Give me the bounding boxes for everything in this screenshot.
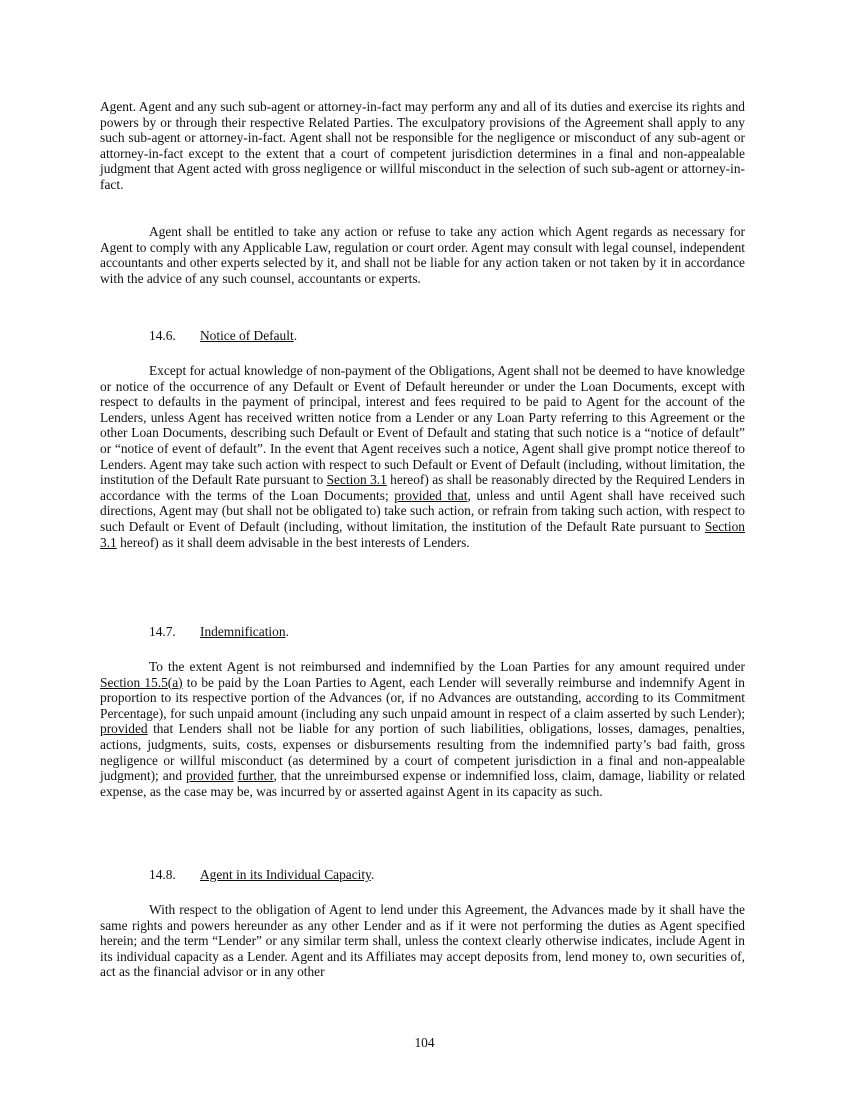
page-number: 104 <box>414 1035 435 1050</box>
paragraph-applicable-law: Agent shall be entitled to take any action or refuse to take any action which Agent regards as necessary for Agent to comply with any Applicable Law, regulation or court order. Agent may consult with legal counsel, independent accountants and other experts selected by it, and shall not be liable for any action taken or not taken by it in accordance with the advice of any such counsel, accountants or experts. <box>100 224 745 286</box>
text-run: that Lenders shall not be liable for any portion of such liabilities, obligations, losses, damages, penalties, actions, judgments, suits, costs, expenses or disbursements resulting from the indemnified party’s bad faith, gross negligence or willful misconduct (as determined by a court of competent jurisdiction in a final and non-appealable judgment); and <box>100 721 745 784</box>
section-title-period: . <box>285 624 289 639</box>
section-title: Agent in its Individual Capacity <box>200 867 371 882</box>
section-number: 14.7. <box>149 624 176 639</box>
section-heading-14-8 <box>149 867 374 883</box>
text-run: to be paid by the Loan Parties to Agent, each Lender will severally reimburse and indemnify Agent in proportion to its respective portion of the Advances (or, if no Advances are outstanding, according to its Commitment Percentage), for such unpaid amount (including any such unpaid amount in respect of a claim asserted by such Lender); <box>100 674 745 721</box>
section-number: 14.8. <box>149 867 176 882</box>
paragraph-notice-of-default <box>100 363 745 550</box>
text-run: , unless and until Agent shall have received such directions, Agent may (but shall not be obligated to) take such action, or refrain from taking such action, with respect to such Default or Event of Default (including, without limitation, the institution of the Default Rate pursuant to <box>100 487 746 534</box>
paragraph-sub-agent: Agent. Agent and any such sub-agent or attorney-in-fact may perform any and all of its duties and exercise its rights and powers by or through their respective Related Parties. The exculpatory provisions of the Agreement shall apply to any such sub-agent or attorney-in-fact. Agent shall not be responsible for the negligence or misconduct of any sub-agent or attorney-in-fact except to the extent that a court of competent jurisdiction determines in a final and non-appealable judgment that Agent acted with gross negligence or willful misconduct in the selection of such sub-agent or attorney-in-fact. <box>100 99 745 192</box>
section-title-period: . <box>370 867 375 882</box>
section-number: 14.6. <box>149 328 176 343</box>
paragraph-individual-capacity: With respect to the obligation of Agent to lend under this Agreement, the Advances made by it shall have the same rights and powers hereunder as any other Lender and as if it were not performing the duties as Agent specified herein; and the term “Lender” or any similar term shall, unless the context clearly otherwise indicates, include Agent in its individual capacity as a Lender. Agent and its Affiliates may accept deposits from, lend money to, own securities of, act as the financial advisor or in any other <box>100 902 745 980</box>
section-reference: Section 15.5(a) <box>100 674 183 690</box>
proviso-term: provided <box>100 721 148 737</box>
section-heading-14-7 <box>149 624 289 640</box>
paragraph-indemnification <box>100 659 745 799</box>
proviso-term: provided that <box>394 487 468 503</box>
section-reference: Section 3.1 <box>100 518 745 550</box>
proviso-term: provided <box>186 768 234 784</box>
section-title-period: . <box>293 328 298 343</box>
text-run: Except for actual knowledge of non-payment of the Obligations, Agent shall not be deemed to have knowledge or notice of the occurrence of any Default or Event of Default hereunder or under the Loan Documents, except with respect to defaults in the payment of principal, interest and fees required to be paid to Agent for the account of the Lenders, unless Agent has received written notice from a Lender or any Loan Party referring to this Agreement or the other Loan Documents, describing such Default or Event of Default and stating that such notice is a “notice of default” or “notice of event of default”. In the event that Agent receives such a notice, Agent shall give prompt notice thereof to Lenders. Agent may take such action with respect to such Default or Event of Default (including, without limitation, the institution of the Default Rate pursuant to <box>100 363 745 488</box>
section-reference: Section 3.1 <box>326 472 387 488</box>
section-title: Indemnification <box>200 624 286 639</box>
proviso-term: further <box>237 768 274 784</box>
section-title: Notice of Default <box>200 328 294 343</box>
text-run: hereof) as shall be reasonably directed by the Required Lenders in accordance with the terms of the Loan Documents; <box>100 472 745 503</box>
text-run: To the extent Agent is not reimbursed and indemnified by the Loan Parties for any amount required under <box>149 659 745 674</box>
section-heading-14-6 <box>149 328 297 344</box>
text-run: hereof) as it shall deem advisable in the best interests of Lenders. <box>116 534 470 550</box>
text-run: , that the unreimbursed expense or indemnified loss, claim, damage, liability or related expense, as the case may be, was incurred by or asserted against Agent in its capacity as such. <box>100 768 745 799</box>
